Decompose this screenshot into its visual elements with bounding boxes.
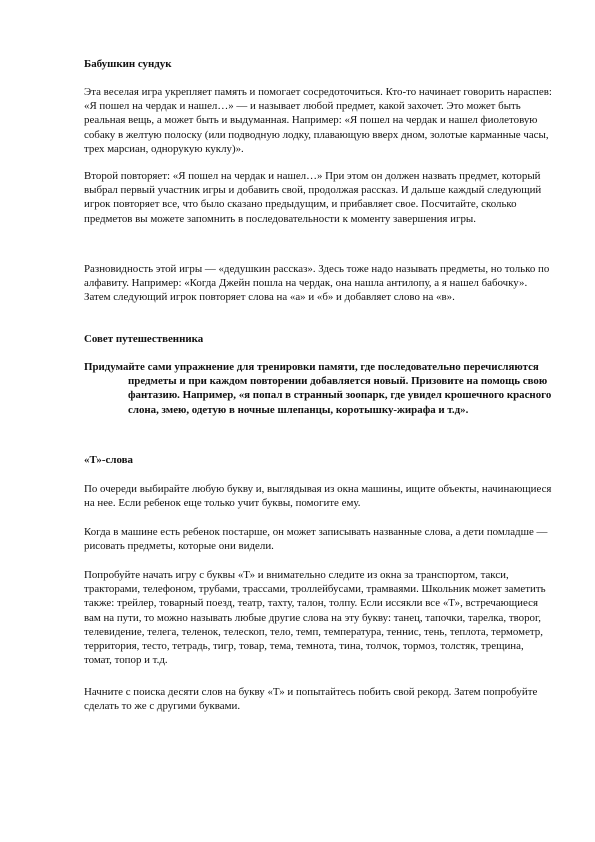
paragraph-pick-letter: По очереди выбирайте любую букву и, выглядывая из окна машины, ищите объекты, начинающиеся на нее. Если ребенок еще только учит буквы, помогите ему. xyxy=(84,483,552,510)
paragraph-traveler-tip: Придумайте сами упражнение для тренировки памяти, где последовательно перечисляются предметы и при каждом повторении добавляется новый. Призовите на помощь свою фантазию. Например, «я попал в странный зоопарк, где увидел крошечного красного слона, змею, одетую в ночные шлепанцы, коротышку-жирафа и т.д». xyxy=(84,361,552,416)
paragraph-intro: Эта веселая игра укрепляет память и помогает сосредоточиться. Кто-то начинает говорить нараспев: «Я пошел на чердак и нашел…» — и называет любой предмет, какой захочет. Это может быть реальная вещь, а может быть и выдуманная. Например: «Я пошел на чердак и нашел фиолетовую собаку в желтую полоску (или подводную лодку, плавающую вверх дном, золотые карманные часы, трех марсиан, однорукую куклу)». xyxy=(84,86,552,155)
paragraph-ten-words: Начните с поиска десяти слов на букву «Т» и попытайтесь побить свой рекорд. Затем попробуйте сделать то же с другими буквами. xyxy=(84,686,538,713)
paragraph-letter-t: Попробуйте начать игру с буквы «Т» и внимательно следите из окна за транспортом, такси, тракторами, телефоном, трубами, трассами, троллейбусами, трамваями. Школьник может заметить также: трейлер, товарный поезд, театр, тахту, талон, толпу. Если иссякли все «Т», встречающиеся вам на пути, то можно называть любые другие слова на эту букву: танец, тапочки, тарелка, творог, телевидение, телега, теленок, телескоп, тело, темп, температура, теннис, тень, теплота, термометр, территория, тесто, тетрадь, тигр, товар, тема, темнота, тина, толчок, тормоз, толстяк, трещина, томат, топор и т.д. xyxy=(84,569,546,667)
section-heading-traveler-tip: Совет путешественника xyxy=(84,333,204,345)
section-heading-t-words: «Т»-слова xyxy=(84,454,133,466)
paragraph-older-child: Когда в машине есть ребенок постарше, он может записывать названные слова, а дети помладше — рисовать предметы, которые они видели. xyxy=(84,526,548,553)
paragraph-second-player: Второй повторяет: «Я пошел на чердак и нашел…» При этом он должен назвать предмет, который выбрал первый участник игры и добавить свой, продолжая рассказ. И дальше каждый следующий игрок повторяет все, что было сказано предыдущим, и прибавляет свое. Посчитайте, сколько предметов вы можете запомнить в последовательности к моменту завершения игры. xyxy=(84,170,542,225)
paragraph-grandpa-story: Разновидность этой игры — «дедушкин рассказ». Здесь тоже надо называть предметы, но только по алфавиту. Например: «Когда Джейн пошла на чердак, она нашла антилопу, а я нашел бабочку». Затем следующий игрок повторяет слова на «а» и «б» и добавляет слово на «в». xyxy=(84,263,550,304)
section-heading-grandma-chest: Бабушкин сундук xyxy=(84,58,172,70)
